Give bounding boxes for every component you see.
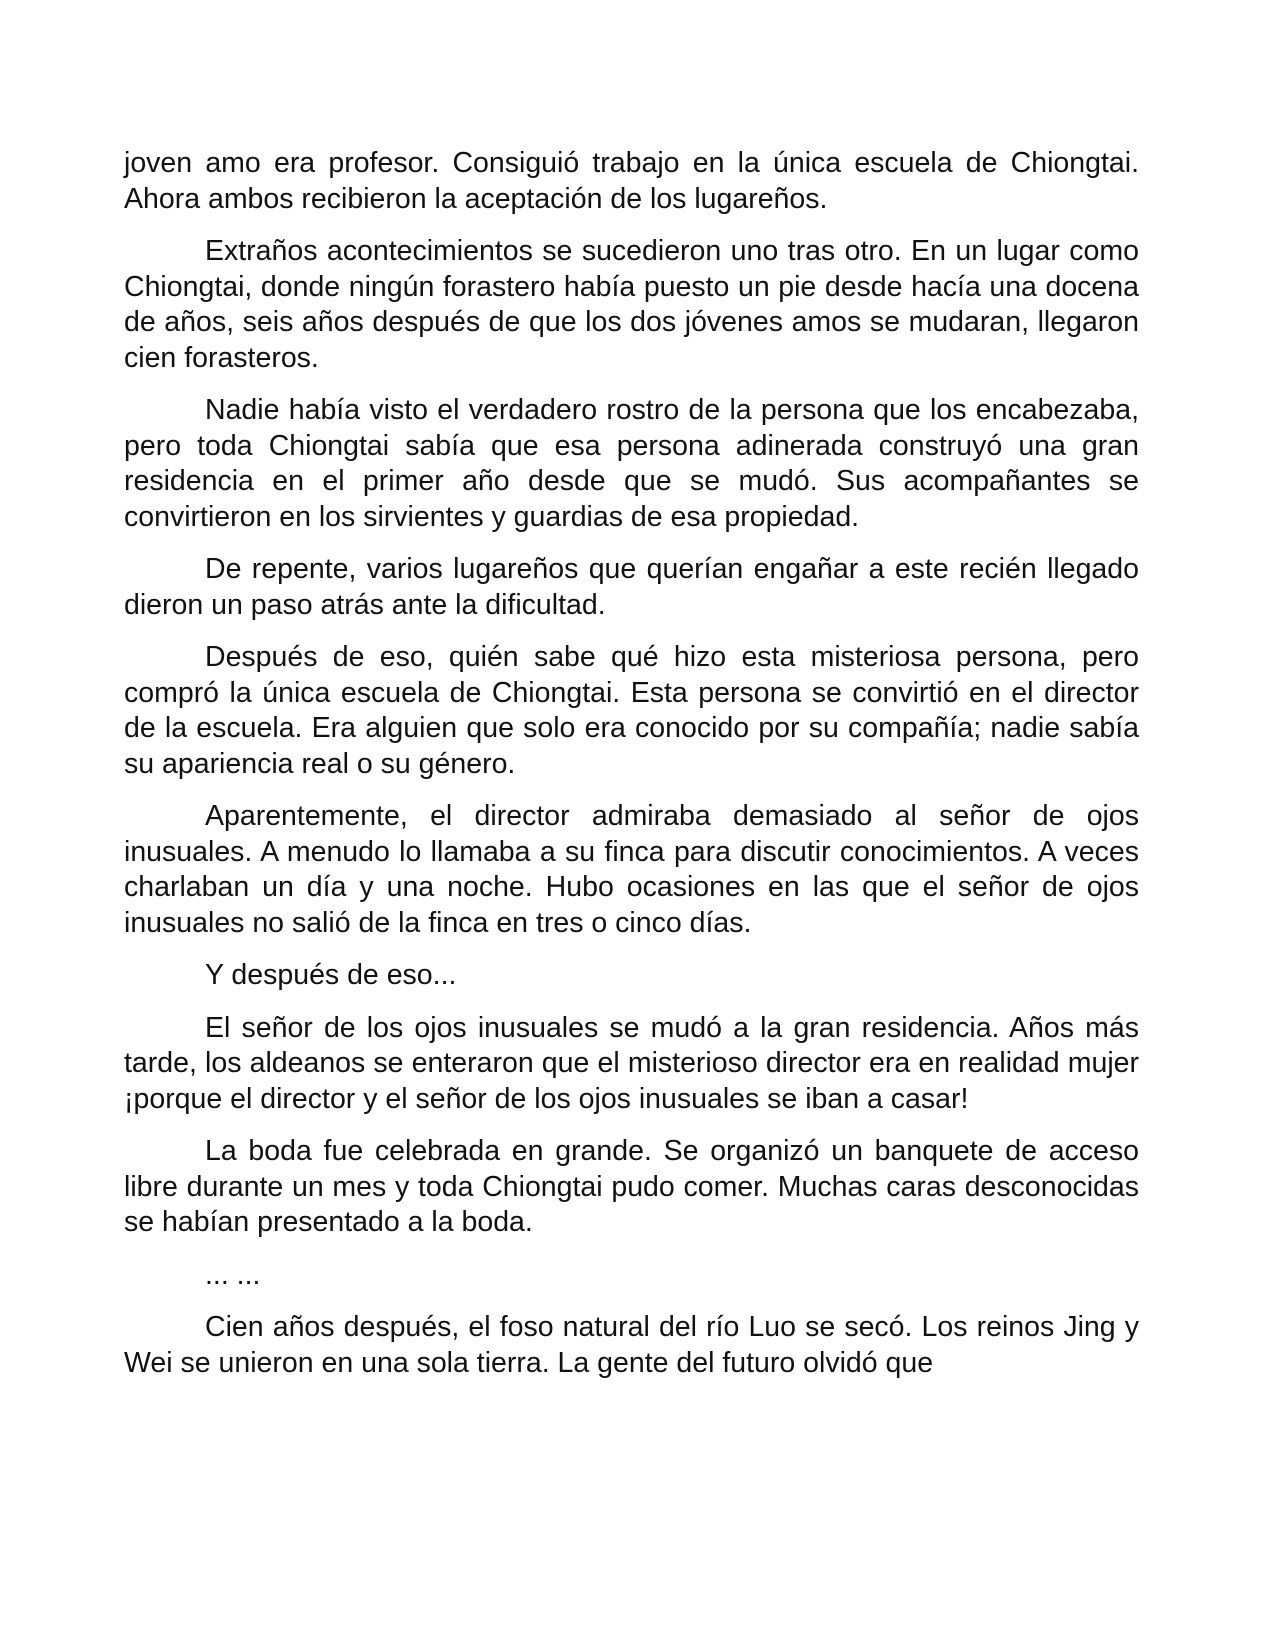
paragraph-1: joven amo era profesor. Consiguió trabajo en la única escuela de Chiongtai. Ahora ambos recibieron la aceptación de los lugareños. — [124, 147, 1139, 215]
paragraph-2: Extraños acontecimientos se sucedieron uno tras otro. En un lugar como Chiongtai, donde ningún forastero había puesto un pie desde hacía una docena de años, seis años después de que los dos jóvenes amos se mudaran, llegaron cien forasteros. — [124, 235, 1139, 374]
paragraph-4: De repente, varios lugareños que querían engañar a este recién llegado dieron un paso atrás ante la dificultad. — [124, 553, 1139, 621]
paragraph-3: Nadie había visto el verdadero rostro de la persona que los encabezaba, pero toda Chiongtai sabía que esa persona adinerada construyó una gran residencia en el primer año desde que se mudó. Sus acompañantes se convirtieron en los sirvientes y guardias de esa propiedad. — [124, 394, 1139, 533]
paragraph-5: Después de eso, quién sabe qué hizo esta misteriosa persona, pero compró la única escuela de Chiongtai. Esta persona se convirtió en el director de la escuela. Era alguien que solo era conocido por su compañía; nadie sabía su apariencia real o su género. — [124, 641, 1139, 780]
paragraph-10: ... ... — [205, 1258, 261, 1291]
paragraph-9: La boda fue celebrada en grande. Se organizó un banquete de acceso libre durante un mes y toda Chiongtai pudo comer. Muchas caras desconocidas se habían presentado a la boda. — [124, 1135, 1139, 1238]
paragraph-11: Cien años después, el foso natural del río Luo se secó. Los reinos Jing y Wei se unieron en una sola tierra. La gente del futuro olvidó que — [124, 1311, 1139, 1379]
paragraph-8: El señor de los ojos inusuales se mudó a la gran residencia. Años más tarde, los aldeanos se enteraron que el misterioso director era en realidad mujer ¡porque el director y el señor de los ojos inusuales se iban a casar! — [124, 1011, 1139, 1115]
document-body — [124, 146, 1139, 1398]
paragraph-7: Y después de eso... — [205, 959, 457, 991]
paragraph-6: Aparentemente, el director admiraba demasiado al señor de ojos inusuales. A menudo lo llamaba a su finca para discutir conocimientos. A veces charlaban un día y una noche. Hubo ocasiones en las que el señor de ojos inusuales no salió de la finca en tres o cinco días. — [124, 800, 1139, 939]
